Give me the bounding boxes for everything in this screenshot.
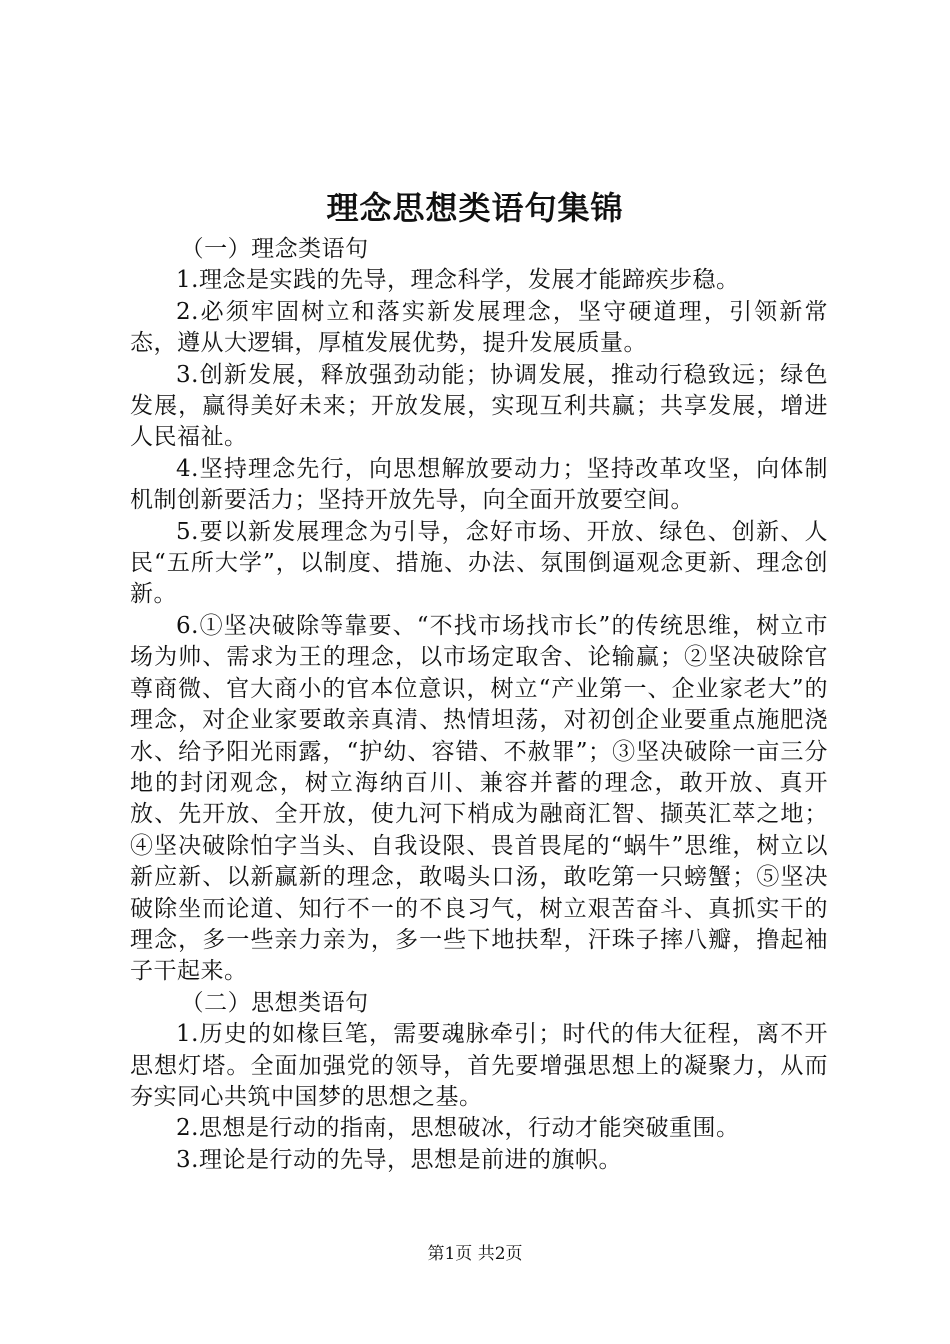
page-footer: 第1页 共2页 [427,1244,523,1264]
paragraph: 1.历史的如椽巨笔，需要魂脉牵引；时代的伟大征程，离不开思想灯塔。全面加强党的领导，首先要增强思想上的凝聚力，从而夯实同心共筑中国梦的思想之基。 [130,1021,828,1110]
section-heading: （二）思想类语句 [180,989,369,1016]
paragraph: 5.要以新发展理念为引导，念好市场、开放、绿色、创新、人民“五所大学”，以制度、措施、办法、氛围倒逼观念更新、理念创新。 [130,518,828,608]
paragraph: 1.理念是实践的先导，理念科学，发展才能蹄疾步稳。 [176,267,740,294]
paragraph: 6.①坚决破除等靠要、“不找市场找市长”的传统思维，树立市场为帅、需求为王的理念，以市场定取舍、论输赢；②坚决破除官尊商微、官大商小的官本位意识，树立“产业第一、企业家老大”的理念，对企业家要敢亲真清、热情坦荡，对初创企业要重点施肥浇水、给予阳光雨露，“护幼、容错、不赦罪”；③坚决破除一亩三分地的封闭观念，树立海纳百川、兼容并蓄的理念，敢开放、真开放、先开放、全开放，使九河下梢成为融商汇智、撷英汇萃之地；④坚决破除怕字当头、自我设限、畏首畏尾的“蜗牛”思维，树立以新应新、以新赢新的理念，敢喝头口汤，敢吃第一只螃蟹；⑤坚决破除坐而论道、知行不一的不良习气，树立艰苦奋斗、真抓实干的理念，多一些亲力亲为，多一些下地扶犁，汗珠子摔八瓣，撸起袖子干起来。 [130,612,828,985]
paragraph: 4.坚持理念先行，向思想解放要动力；坚持改革攻坚，向体制机制创新要活力；坚持开放先导，向全面开放要空间。 [130,455,828,514]
paragraph: 3.理论是行动的先导，思想是前进的旗帜。 [176,1146,622,1173]
section-heading: （一）理念类语句 [180,236,369,262]
paragraph: 2.必须牢固树立和落实新发展理念，坚守硬道理，引领新常态，遵从大逻辑，厚植发展优势，提升发展质量。 [130,298,828,357]
paragraph: 3.创新发展，释放强劲动能；协调发展，推动行稳致远；绿色发展，赢得美好未来；开放发展，实现互利共赢；共享发展，增进人民福祉。 [130,361,828,451]
document-body [130,234,828,1176]
paragraph: 2.思想是行动的指南，思想破冰，行动才能突破重围。 [176,1115,740,1142]
document-title: 理念思想类语句集锦 [326,189,624,227]
